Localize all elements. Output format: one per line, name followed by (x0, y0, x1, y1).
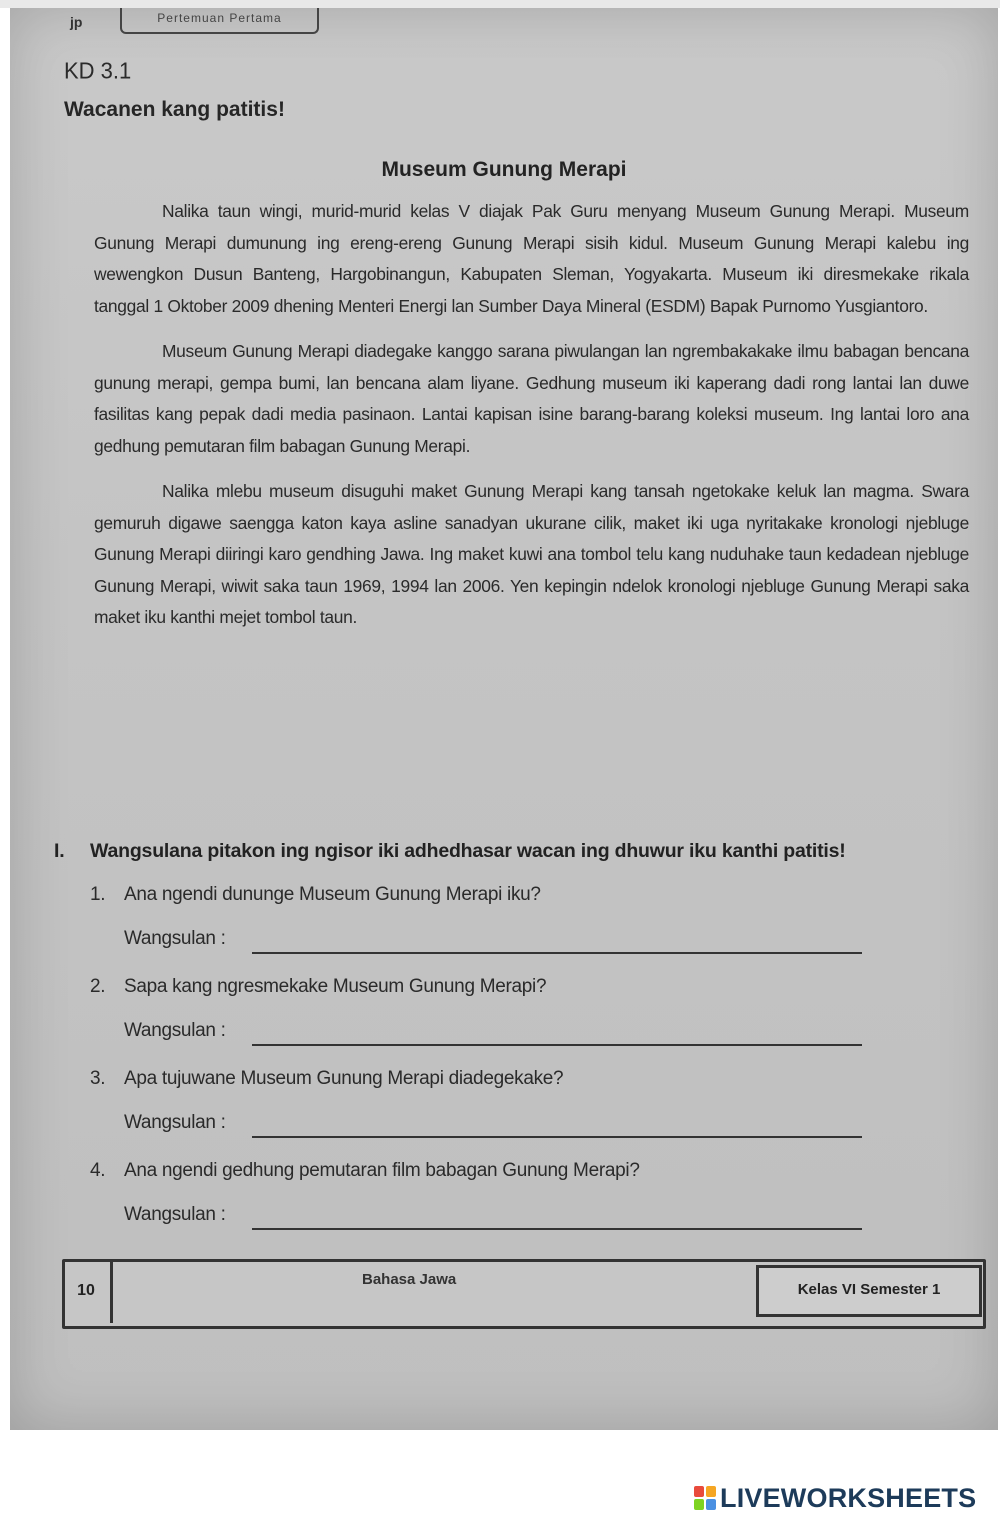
answer-label: Wangsulan : (124, 1020, 226, 1041)
question-number: 2. (90, 976, 106, 997)
question-label: Ana ngendi dununge Museum Gunung Merapi iku? (124, 884, 541, 905)
footer-subject: Bahasa Jawa (362, 1271, 457, 1288)
footer-grade: Kelas VI Semester 1 (756, 1265, 982, 1317)
logo-square-icon (706, 1499, 716, 1510)
question-label: Sapa kang ngresmekake Museum Gunung Merapi? (124, 976, 547, 997)
question-number: 1. (90, 884, 106, 905)
question-list (90, 884, 890, 1252)
reading-instruction: Wacanen kang patitis! (64, 98, 285, 121)
question-label: Apa tujuwane Museum Gunung Merapi diadegekake? (124, 1068, 564, 1089)
passage-paragraph-2: Museum Gunung Merapi diadegake kanggo sarana piwulangan lan ngrembakakake ilmu babagan bencana gunung merapi, gempa bumi, lan bencana alam liyane. Gedhung museum iki kaperang dadi rong lantai lan duwe fasilitas kang pepak dadi media pasinaon. Lantai kapisan isine barang-barang koleksi museum. Ing lantai loro ana gedhung pemutaran film babagan Gunung Merapi. (94, 341, 969, 456)
question-item (90, 1160, 890, 1252)
logo-square-icon (694, 1499, 704, 1510)
section-number: I. (54, 840, 65, 862)
question-item (90, 976, 890, 1068)
answer-label: Wangsulan : (124, 928, 226, 949)
question-label: Ana ngendi gedhung pemutaran film babagan Gunung Merapi? (124, 1160, 640, 1181)
question-text (90, 1160, 640, 1182)
question-item (90, 884, 890, 976)
question-number: 3. (90, 1068, 106, 1089)
page-number: 10 (62, 1259, 113, 1323)
answer-row (124, 928, 864, 958)
answer-field-1[interactable] (252, 952, 862, 954)
question-number: 4. (90, 1160, 106, 1181)
liveworksheets-brand[interactable] (694, 1483, 976, 1513)
answer-row (124, 1020, 864, 1050)
header-mark-icon: jp (70, 14, 83, 30)
question-text (90, 1068, 563, 1090)
passage-title: Museum Gunung Merapi (381, 158, 627, 181)
answer-field-3[interactable] (252, 1136, 862, 1138)
logo-square-icon (706, 1486, 716, 1497)
answer-label: Wangsulan : (124, 1112, 226, 1133)
reading-passage (94, 196, 969, 648)
section-heading (54, 840, 974, 863)
passage-paragraph-1: Nalika taun wingi, murid-murid kelas V diajak Pak Guru menyang Museum Gunung Merapi. Museum Gunung Merapi dumunung ing ereng-ereng Gunung Merapi sisih kidul. Museum Gunung Merapi kalebu ing wewengkon Dusun Banteng, Hargobinangun, Kabupaten Sleman, Yogyakarta. Museum iki diresmekake rikala tanggal 1 Oktober 2009 dhening Menteri Energi lan Sumber Daya Mineral (ESDM) Bapak Purnomo Yusgiantoro. (94, 201, 969, 316)
brand-name: LIVEWORKSHEETS (720, 1482, 977, 1513)
logo-square-icon (694, 1486, 704, 1497)
answer-row (124, 1204, 864, 1234)
header-strip (70, 8, 320, 38)
worksheet-photo (10, 8, 998, 1430)
question-text (90, 884, 541, 906)
top-edge (0, 0, 1000, 8)
passage-paragraph-3: Nalika mlebu museum disuguhi maket Gunung Merapi kang tansah ngetokake keluk lan magma. Swara gemuruh digawe saengga katon kaya asline sanadyan ukurane cilik, maket iki uga nyritakake kronologi njebluge Gunung Merapi diiringi karo gendhing Jawa. Ing maket kuwi ana tombol telu kang nuduhake taun kedadean njebluge Gunung Merapi, wiwit saka taun 1969, 1994 lan 2006. Yen kepingin ndelok kronologi njebluge Gunung Merapi saka maket iku kanthi mejet tombol taun. (94, 481, 969, 627)
section-heading-text: Wangsulana pitakon ing ngisor iki adhedhasar wacan ing dhuwur iku kanthi patitis! (90, 840, 846, 862)
question-item (90, 1068, 890, 1160)
kd-label: KD 3.1 (64, 57, 132, 84)
liveworksheets-logo-icon (694, 1486, 716, 1510)
header-tab: Pertemuan Pertama (120, 8, 319, 34)
answer-label: Wangsulan : (124, 1204, 226, 1225)
page-footer (62, 1253, 982, 1333)
answer-field-4[interactable] (252, 1228, 862, 1230)
answer-row (124, 1112, 864, 1142)
question-text (90, 976, 546, 998)
answer-field-2[interactable] (252, 1044, 862, 1046)
